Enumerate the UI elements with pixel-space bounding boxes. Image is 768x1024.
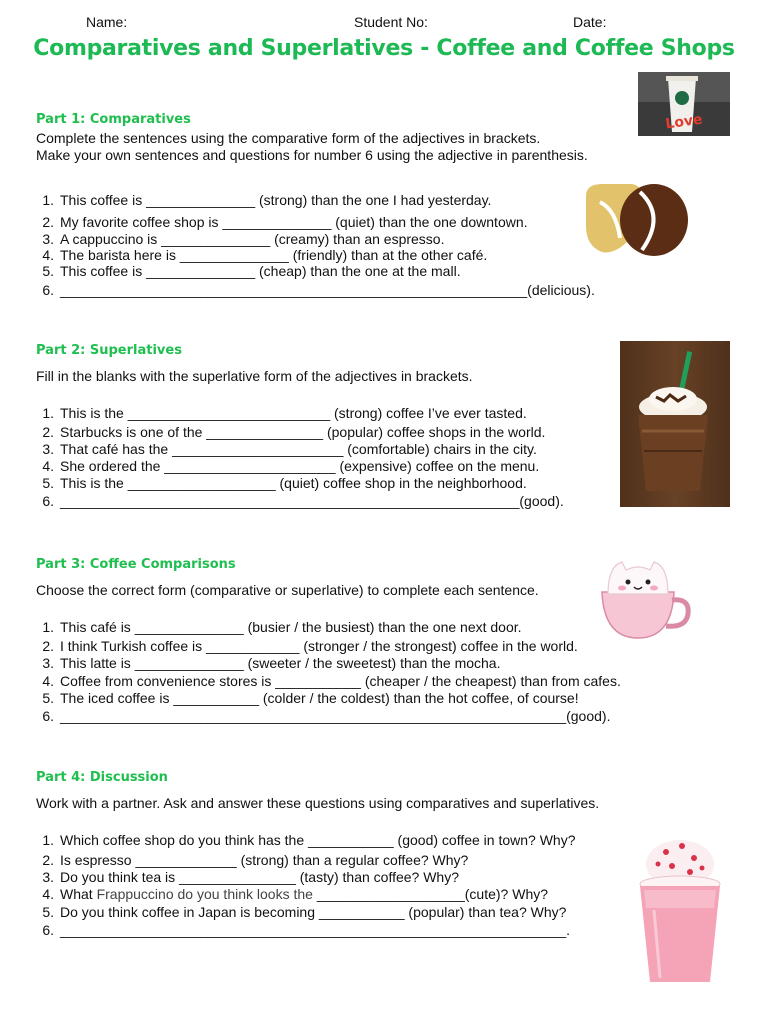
item-text: I think Turkish coffee is ____________ (stronger / the strongest) coffee in the world.: [60, 638, 578, 654]
item-number: 2.: [42, 214, 54, 230]
part1-item-3: [34, 231, 444, 248]
item-number: 4.: [42, 673, 54, 689]
part4-item-2: [34, 852, 468, 869]
part2-item-6: [34, 493, 564, 510]
item-text: Coffee from convenience stores is ___________ (cheaper / the cheapest) than from cafes.: [60, 673, 621, 689]
part3-item-1: [34, 619, 522, 636]
item-text: _________________________________________________________________(good).: [60, 708, 611, 724]
item-number: 3.: [42, 441, 54, 457]
item-text: Is espresso _____________ (strong) than a regular coffee? Why?: [60, 852, 469, 868]
part4-heading: Part 4: Discussion: [36, 770, 168, 785]
student-no-label: Student No:: [354, 14, 428, 30]
part1-heading: Part 1: Comparatives: [36, 112, 191, 127]
item-number: 6.: [42, 708, 54, 724]
part1-item-5: [34, 263, 461, 280]
item-number: 5.: [42, 263, 54, 279]
coffee-cup-photo: [638, 72, 730, 136]
worksheet-title: Comparatives and Superlatives - Coffee and Coffee Shops: [33, 36, 735, 61]
item-text: ____________________________________________________________(delicious).: [60, 282, 595, 298]
item-number: 5.: [42, 475, 54, 491]
item-number: 2.: [42, 424, 54, 440]
item-text: This coffee is ______________ (strong) than the one I had yesterday.: [60, 192, 492, 208]
part1-instruction-2: Make your own sentences and questions for number 6 using the adjective in parenthesis.: [36, 147, 588, 163]
strawberry-frappuccino-photo: [630, 830, 730, 990]
item-number: 1.: [42, 192, 54, 208]
part3-item-3: [34, 655, 501, 672]
item-text: ___________________________________________________________(good).: [60, 493, 564, 509]
part4-instruction: Work with a partner. Ask and answer these questions using comparatives and superlatives.: [36, 795, 600, 811]
part3-instruction: Choose the correct form (comparative or superlative) to complete each sentence.: [36, 582, 539, 598]
item-number: 4.: [42, 886, 54, 902]
item-text: This is the __________________________ (strong) coffee I’ve ever tasted.: [60, 405, 527, 421]
part2-heading: Part 2: Superlatives: [36, 343, 182, 358]
item-number: 3.: [42, 231, 54, 247]
part1-item-1: [34, 192, 491, 209]
item-text-gray: Frappuccino do you think looks the: [96, 886, 313, 902]
item-text: This latte is ______________ (sweeter / the sweetest) than the mocha.: [60, 655, 501, 671]
part1-item-2: [34, 214, 528, 231]
part4-item-5: [34, 904, 566, 921]
part1-instruction-1: Complete the sentences using the comparative form of the adjectives in brackets.: [36, 130, 541, 146]
item-number: 3.: [42, 655, 54, 671]
part4-item-1: [34, 832, 576, 849]
part2-item-4: [34, 458, 539, 475]
part3-item-2: [34, 638, 578, 655]
part2-item-1: [34, 405, 527, 422]
item-text: She ordered the ______________________ (expensive) coffee on the menu.: [60, 458, 540, 474]
name-label: Name:: [86, 14, 128, 30]
part2-item-3: [34, 441, 537, 458]
part3-item-6: [34, 708, 610, 725]
part1-item-6: [34, 282, 595, 299]
cat-cup-icon: [594, 552, 694, 642]
item-number: 5.: [42, 690, 54, 706]
part3-item-4: [34, 673, 621, 690]
item-text: ___________________(cute)? Why?: [312, 886, 549, 902]
item-text: This coffee is ______________ (cheap) than the one at the mall.: [60, 263, 461, 279]
item-number: 3.: [42, 869, 54, 885]
part2-item-5: [34, 475, 527, 492]
part4-item-6: [34, 922, 570, 939]
part4-item-3: [34, 869, 459, 886]
coffee-beans-icon: [580, 180, 692, 260]
item-text: Which coffee shop do you think has the ___________ (good) coffee in town? Why?: [60, 832, 576, 848]
love-caption: Love: [664, 111, 704, 133]
item-number: 1.: [42, 405, 54, 421]
item-text: Do you think coffee in Japan is becoming ___________ (popular) than tea? Why?: [60, 904, 567, 920]
item-text: The iced coffee is ___________ (colder / the coldest) than the hot coffee, of course!: [60, 690, 579, 706]
item-text: That café has the ______________________ (comfortable) chairs in the city.: [60, 441, 537, 457]
item-number: 6.: [42, 282, 54, 298]
item-text: A cappuccino is ______________ (creamy) than an espresso.: [60, 231, 445, 247]
part4-item-4: [34, 886, 548, 903]
item-text: _________________________________________________________________.: [60, 922, 570, 938]
part3-heading: Part 3: Coffee Comparisons: [36, 557, 236, 572]
item-number: 6.: [42, 922, 54, 938]
item-number: 1.: [42, 619, 54, 635]
part1-item-4: [34, 247, 487, 264]
part3-item-5: [34, 690, 579, 707]
item-text: This is the ___________________ (quiet) coffee shop in the neighborhood.: [60, 475, 527, 491]
item-text: This café is ______________ (busier / the busiest) than the one next door.: [60, 619, 522, 635]
item-number: 1.: [42, 832, 54, 848]
item-text-prefix: What: [60, 886, 97, 902]
item-number: 2.: [42, 852, 54, 868]
item-number: 5.: [42, 904, 54, 920]
iced-mocha-photo: [620, 341, 730, 507]
item-text: Do you think tea is _______________ (tasty) than coffee? Why?: [60, 869, 460, 885]
item-number: 4.: [42, 247, 54, 263]
item-text: Starbucks is one of the _______________ (popular) coffee shops in the world.: [60, 424, 546, 440]
item-text: The barista here is ______________ (friendly) than at the other café.: [60, 247, 488, 263]
item-number: 6.: [42, 493, 54, 509]
item-number: 4.: [42, 458, 54, 474]
date-label: Date:: [573, 14, 607, 30]
item-text: My favorite coffee shop is ______________ (quiet) than the one downtown.: [60, 214, 528, 230]
part2-instruction: Fill in the blanks with the superlative form of the adjectives in brackets.: [36, 368, 473, 384]
part2-item-2: [34, 424, 545, 441]
item-number: 2.: [42, 638, 54, 654]
